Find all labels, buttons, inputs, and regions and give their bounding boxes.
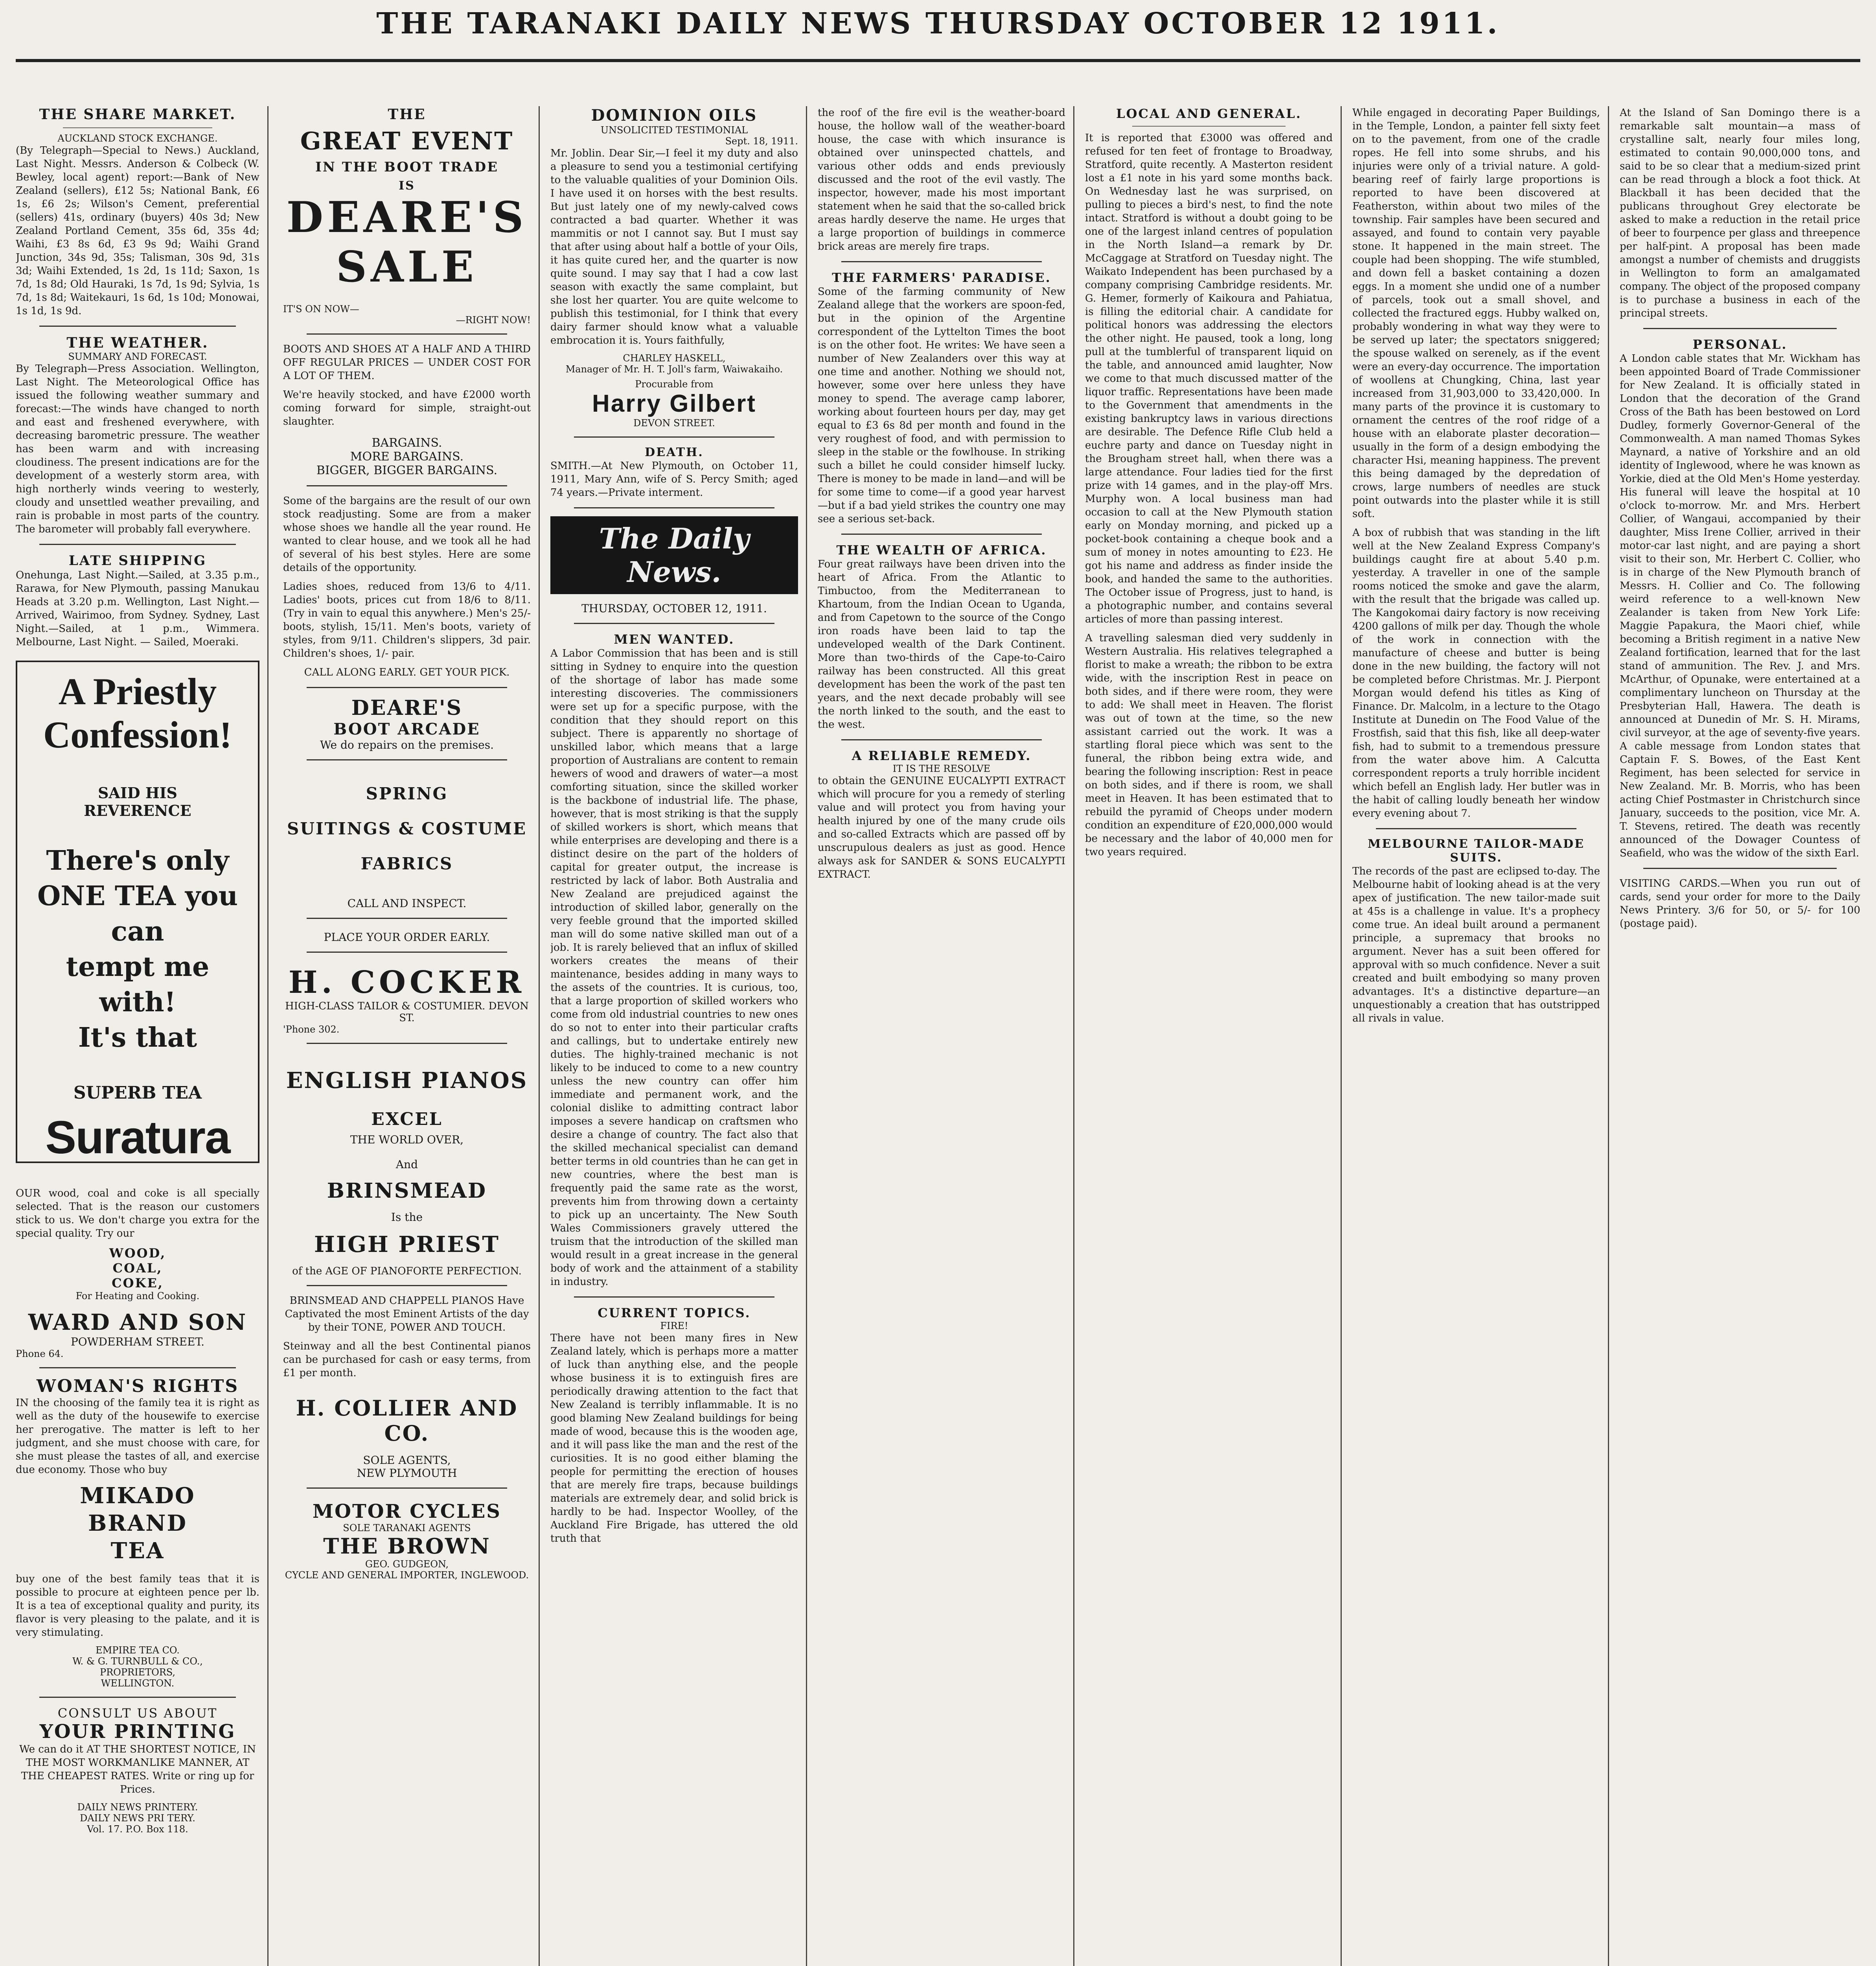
on-now-text: IT'S ON NOW— bbox=[283, 304, 359, 315]
share-market-subheading: AUCKLAND STOCK EXCHANGE. bbox=[57, 133, 218, 144]
boot-trade-text: IN THE BOOT TRADE bbox=[315, 159, 499, 175]
importer-text: CYCLE AND GENERAL IMPORTER, INGLEWOOD. bbox=[285, 1570, 529, 1581]
current-topics-heading: CURRENT TOPICS. bbox=[598, 1305, 751, 1320]
printing-body: We can do it AT THE SHORTEST NOTICE, IN THE MOST WORKMANLIKE MANNER, AT THE CHEAPEST RATES. Write or ring up for Prices. bbox=[19, 1743, 256, 1795]
right-now-text: —RIGHT NOW! bbox=[456, 315, 531, 326]
motor-cycles-heading: MOTOR CYCLES bbox=[313, 1500, 501, 1522]
death-notice: SMITH.—At New Plymouth, on October 11, 1911, Mary Ann, wife of S. Percy Smith; aged 74 years.—Private interment. bbox=[550, 460, 798, 499]
column-divider bbox=[806, 106, 807, 1966]
mikado-body: buy one of the best family teas that it is possible to procure at eighteen pence per lb. It is a tea of exceptional quality and purity, its flavor is very pleasing to the palate, and it is very stimulating. bbox=[16, 1573, 259, 1638]
ad-headline: A Priestly bbox=[58, 670, 217, 712]
coal-ad-item: COKE, bbox=[112, 1276, 164, 1290]
testimonial-body: Mr. Joblin. Dear Sir,—I feel it my duty and also a pleasure to send you a testimonial certifying to the valuable qualities of your Dominion Oils. I have used it on horses with the best results. But just lately one of my newly-calved cows contracted a bad quarter. Whether it was mammitis or not I cannot say. But I must say that after using about half a bottle of your Oils, it has quite cured her, and the quarter is now quite sound. I may say that I had a cow last season with exactly the same complaint, but she lost her quarter. You are quite welcome to publish this testimonial, for I think that every dairy farmer should know what a valuable embrocation it is. Yours faithfully, bbox=[550, 147, 798, 346]
coal-ad-item: COAL, bbox=[112, 1261, 163, 1276]
english-pianos-heading: ENGLISH PIANOS bbox=[286, 1068, 528, 1093]
weather-heading: THE WEATHER. bbox=[66, 335, 209, 351]
world-text: THE WORLD OVER, bbox=[350, 1133, 464, 1146]
place-order: PLACE YOUR ORDER EARLY. bbox=[324, 931, 490, 944]
divider bbox=[307, 1285, 507, 1286]
testimonial-date: Sept. 18, 1911. bbox=[725, 136, 798, 147]
coal-ad-item: WOOD, bbox=[109, 1246, 166, 1261]
spring-heading: SPRING bbox=[366, 784, 448, 803]
divider bbox=[1376, 828, 1576, 829]
testimonial-label: UNSOLICITED TESTIMONIAL bbox=[600, 125, 748, 136]
news-paragraphs: At the Island of San Domingo there is a remarkable salt mountain—a mass of crystalline salt, nearly four miles long, estimated to contain 90,000,000 tons, and said to be so clear that a medium-sized print can be read through a block a foot thick. At Blackball it has been decided that the publicans throughout Grey electorate be asked to make a reduction in the retail price of beer to fourpence per glass and threepence per half-pint. A proposal has been made amongst a number of chemists and druggists in Wellington to form an amalgamated company. The object of the proposed company is to purchase a business in each of the principal streets. bbox=[1620, 107, 1860, 319]
share-market-heading: THE SHARE MARKET. bbox=[39, 106, 236, 123]
ad-slogan: ONE TEA you can bbox=[37, 880, 238, 947]
perfection-text: of the AGE OF PIANOFORTE PERFECTION. bbox=[292, 1265, 522, 1277]
ad-text: SUPERB TEA bbox=[73, 1083, 202, 1103]
melbourne-tailor-body: The records of the past are eclipsed to-day. The Melbourne habit of looking ahead is at the very apex of justification. The new tailor-made suit at 45s is a challenge in value. It's a prophecy come true. An ideal built around a permanent principle, a supremacy that brooks no argument. Never has a suit been offered for approval with so much confidence. Never a suit created and built embodying so many proven advantages. It's a distinctive departure—an unquestionably a creation that has outstripped all rivals in value. bbox=[1352, 865, 1600, 1024]
news-paragraphs-2: A box of rubbish that was standing in the lift well at the New Zealand Express Company's buildings caught fire at about 5.40 p.m. yesterday. A traveller in one of the sample rooms noticed the smoke and gave the alarm, with the result that the brigade was called up. The Kangokomai dairy factory is now receiving 4200 gallons of milk per day. Though the whole of the work in connection with the manufacture of cheese and butter is being done in the new building, the factory will not be completed before Christmas. Mr. J. Pierpont Morgan would defend his titles as King of Finance. Dr. Malcolm, in a lecture to the Otago Institute at Dunedin on The Food Value of the Frostfish, said that this fish, like all deep-water fish, had to submit to a tremendous pressure from the water above him. A Calcutta correspondent reports a truly horrible incident which befell an English lady. Her butler was in the habit of calling loudly beneath her window every evening about 7. bbox=[1352, 527, 1600, 819]
shipping-body: Onehunga, Last Night.—Sailed, at 3.35 p.m., Rarawa, for New Plymouth, passing Manukau Heads at 3.20 p.m. Wellington, Last Night.—Arrived, Wairimoo, from Sydney. Sydney, Last Night.—Sailed, at 1 p.m., Wimmera. Melbourne, Last Night. — Sailed, Moeraki. bbox=[16, 569, 259, 648]
ward-address: POWDERHAM STREET. bbox=[70, 1335, 205, 1348]
wellington: WELLINGTON. bbox=[101, 1678, 175, 1689]
fire-body: There have not been many fires in New Zealand lately, which is perhaps more a matter of luck than anything else, and the people whose business it is to extinguish fires are periodically drawing attention to the fact that New Zealand is terribly inflammable. It is no good blaming New Zealand buildings for being made of wood, because this is the wooden age, and it will pass like the man and the rest of the curiosities. It is no good either blaming the people for permitting the erection of houses that are merely fire traps, because buildings materials are extremely dear, and solid brick is hardly to be had. Inspector Woolley, of the Auckland Fire Brigade, has uttered the old truth that bbox=[550, 1332, 798, 1544]
divider bbox=[307, 485, 507, 486]
local-general-heading: LOCAL AND GENERAL. bbox=[1116, 106, 1302, 121]
remedy-subheading: IT IS THE RESOLVE bbox=[892, 763, 991, 774]
mikado-heading: BRAND bbox=[88, 1510, 188, 1536]
wealth-africa-body: Four great railways have been driven into the heart of Africa. From the Atlantic to Timbuctoo, from the Mediterranean to Khartoum, from the Indian Ocean to Uganda, and from Capetown to the source of the Congo iron roads have been laid to tap the undeveloped wealth of the Dark Continent. More than two-thirds of the Cape-to-Cairo railway has been constructed. All this great development has been the work of the past ten years, and the next decade probably will see the north linked to the south, and the east to the west. bbox=[818, 558, 1065, 731]
womans-rights-heading: WOMAN'S RIGHTS bbox=[36, 1376, 239, 1396]
testimonial-signature: CHARLEY HASKELL, bbox=[623, 353, 726, 364]
boots-shoes-text: BOOTS AND SHOES AT A HALF AND A THIRD OFF REGULAR PRICES — UNDER COST FOR A LOT OF THEM. bbox=[283, 343, 531, 382]
divider bbox=[841, 261, 1042, 262]
weather-subheading: SUMMARY AND FORECAST. bbox=[68, 351, 207, 362]
printing-heading: YOUR PRINTING bbox=[39, 1721, 236, 1743]
suitings-heading: SUITINGS & COSTUME bbox=[287, 819, 527, 838]
the-brown-heading: THE BROWN bbox=[323, 1533, 491, 1559]
farmers-paradise-heading: THE FARMERS' PARADISE. bbox=[832, 270, 1051, 285]
mikado-heading: TEA bbox=[110, 1538, 165, 1564]
turnbull: W. & G. TURNBULL & CO., bbox=[72, 1656, 203, 1667]
great-event-heading: GREAT EVENT bbox=[300, 127, 514, 155]
proprietors: PROPRIETORS, bbox=[99, 1667, 176, 1678]
collier-heading: H. COLLIER AND CO. bbox=[296, 1395, 518, 1446]
divider bbox=[39, 544, 236, 545]
deares-arcade-heading: DEARE'S bbox=[351, 696, 463, 720]
coal-ad-body: OUR wood, coal and coke is all specially selected. That is the reason our customers stick to us. We don't charge you extra for the special quality. Try our bbox=[16, 1187, 259, 1239]
high-priest-heading: HIGH PRIEST bbox=[314, 1232, 500, 1257]
sale-heading: SALE bbox=[336, 242, 478, 292]
printery-line: Vol. 17. P.O. Box 118. bbox=[87, 1824, 188, 1835]
cocker-heading: H. COCKER bbox=[288, 965, 526, 1000]
repairs-text: We do repairs on the premises. bbox=[320, 738, 494, 751]
column-5 bbox=[1085, 106, 1333, 1966]
daily-news-logo: The Daily News. bbox=[550, 516, 798, 594]
call-inspect: CALL AND INSPECT. bbox=[347, 897, 467, 910]
consult-heading: CONSULT US ABOUT bbox=[57, 1706, 218, 1721]
fabrics-heading: FABRICS bbox=[360, 854, 453, 873]
procurable-text: Procurable from bbox=[635, 379, 714, 390]
stock-text: We're heavily stocked, and have £2000 worth coming forward for simple, straight-out slaughter. bbox=[283, 389, 531, 427]
column-2 bbox=[283, 106, 531, 1966]
column-divider bbox=[539, 106, 540, 1966]
column-divider bbox=[1608, 106, 1609, 1966]
coal-ad-text: For Heating and Cooking. bbox=[75, 1290, 200, 1301]
gudgeon-text: GEO. GUDGEON, bbox=[365, 1559, 449, 1570]
bigger-bargains-text: BIGGER, BIGGER BARGAINS. bbox=[316, 464, 498, 477]
column-divider bbox=[1073, 106, 1074, 1966]
is-the-text: Is the bbox=[391, 1211, 423, 1224]
fire-subheading: FIRE! bbox=[660, 1320, 688, 1331]
personal-body: A London cable states that Mr. Wickham has been appointed Board of Trade Commissioner for New Zealand. It is officially stated in London that the decoration of the Grand Cross of the Bath has been bestowed on Lord Dudley, formerly Governor-General of the Commonwealth. A man named Thomas Sykes Maynard, a native of Yorkshire and an old identity of Inglewood, where he was known as Yorkie, died at the Old Men's Home yesterday. His funeral will leave the hospital at 10 o'clock to-morrow. Mr. and Mrs. Herbert Collier, of Wangaui, accompanied by their daughter, Miss Irene Collier, arrived in their motor-car last night, and are paying a short visit to their son, Mr. Herbert C. Collier, who is in charge of the New Plymouth branch of Messrs. H. Collier and Co. The following weird reference to a well-known New Zealander is taken from New York Life: Maggie Papakura, the Maori chief, while becoming a British regiment in a native New Zealand fortification, learned that for the last stand of ammunition. The Rev. J. and Mrs. McArthur, of Opunake, were entertained at a complimentary luncheon on Thursday at the Presbyterian Hall, Hawera. The death is announced at Dunedin of Mr. S. H. Mirams, civil surveyor, at the age of seventy-five years. A cable message from London states that Captain F. S. Bowes, of the East Kent Regiment, has been selected for service in New Zealand. Mr. B. Morris, who has been acting Chief Postmaster in Christchurch since January, succeeds to the position, vice Mr. A. T. Stevens, retired. The death was recently announced of the Dowager Countess of Seafield, who was the widow of the sixth Earl. bbox=[1620, 353, 1860, 859]
divider bbox=[39, 1697, 236, 1698]
ad-slogan: tempt me with! bbox=[66, 951, 210, 1018]
divider bbox=[307, 759, 507, 760]
suratura-tea-ad bbox=[16, 661, 259, 1163]
boot-arcade-heading: BOOT ARCADE bbox=[333, 720, 480, 738]
current-topics-continued: the roof of the fire evil is the weather-board house, the hollow wall of the weather-board house, the case with which insurance is obtained over uninspected chattels, and various other odds and ends previously discussed and the root of the evil vastly. The inspector, however, made his most important statement when he said that the so-called brick areas hardly deserve the name. He urges that a large proportion of buildings in commerce brick areas are merely fire traps. bbox=[818, 107, 1065, 252]
column-3 bbox=[550, 106, 798, 1966]
divider bbox=[574, 507, 774, 508]
bargains-detail: Some of the bargains are the result of our own stock readjusting. Some are from a maker whose shoes we handle all the year round. He wanted to clear house, and we took all he had of several of his best styles. Here are some details of the opportunity. bbox=[283, 495, 531, 574]
divider bbox=[307, 952, 507, 953]
mikado-heading: MIKADO bbox=[80, 1483, 195, 1509]
divider bbox=[307, 333, 507, 335]
tailor-text: HIGH-CLASS TAILOR & COSTUMIER. DEVON ST. bbox=[285, 1000, 529, 1024]
divider bbox=[1643, 328, 1837, 329]
death-heading: DEATH. bbox=[645, 445, 704, 459]
empire-tea: EMPIRE TEA CO. bbox=[96, 1645, 180, 1656]
shipping-heading: LATE SHIPPING bbox=[68, 553, 207, 569]
masthead bbox=[0, 0, 1876, 51]
steinway-text: Steinway and all the best Continental pianos can be purchased for cash or easy terms, from £1 per month. bbox=[283, 1340, 531, 1379]
divider bbox=[39, 1367, 236, 1368]
local-general-body: It is reported that £3000 was offered and refused for ten feet of frontage to Broadway, Stratford, quite recently. A Masterton resident lost a £1 note in his yard some months back. On Wednesday last he was surprised, on pulling to pieces a bird's nest, to find the note intact. Stratford is without a doubt going to be one of the largest inland centres of population in the North Island—a remark by Dr. McCaggage at Stratford on Tuesday night. The Waikato Independent has been purchased by a company comprising Cambridge residents. Mr. G. Hemer, formerly of Kaikoura and Pahiatua, is filling the editorial chair. A candidate for political honors was addressing the electors the other night. He paused, took a long, long pull at the tumblerful of transparent liquid on the table, and announced amid laughter, Now we come to that much discussed matter of the liquor traffic. Representations have been made to the Government that amendments in the existing bankruptcy laws in various directions are desirable. The Defence Rifle Club held a euchre party and dance on Tuesday night in the Brougham street hall, when there was a large attendance. Four ladies tied for the first prize with 14 games, and in the play-off Mrs. Murphy won. A local business man had occasion to call at the New Plymouth station early on Monday morning, and picked up a pocket-book containing a cheque book and a sum of money in notes amounting to £23. He got his name and address as finder inside the book, and handed the same to the authorities. The October issue of Progress, just to hand, is a photographic number, and contains several articles of more than passing interest. bbox=[1085, 132, 1333, 625]
remedy-heading: A RELIABLE REMEDY. bbox=[852, 748, 1032, 763]
testimonial-manager: Manager of Mr. H. T. Joll's farm, Waiwakaiho. bbox=[565, 364, 783, 375]
printery-line: DAILY NEWS PRI TERY. bbox=[80, 1813, 195, 1824]
divider bbox=[39, 326, 236, 327]
harry-gilbert-heading: Harry Gilbert bbox=[592, 390, 757, 417]
column-1 bbox=[16, 106, 259, 1966]
ad-text: SAID HIS REVERENCE bbox=[84, 784, 191, 819]
divider bbox=[574, 1296, 774, 1298]
wealth-africa-heading: THE WEALTH OF AFRICA. bbox=[836, 543, 1047, 558]
men-wanted-heading: MEN WANTED. bbox=[614, 632, 735, 647]
ad-headline: Confession! bbox=[43, 714, 232, 756]
deares-heading: DEARE'S bbox=[286, 193, 528, 242]
ad-slogan: It's that bbox=[78, 1022, 197, 1053]
divider bbox=[307, 1487, 507, 1489]
printery-line: DAILY NEWS PRINTERY. bbox=[77, 1802, 198, 1813]
divider bbox=[1132, 126, 1286, 127]
ad-the: THE bbox=[388, 106, 426, 123]
issue-date: THURSDAY, OCTOBER 12, 1911. bbox=[581, 602, 767, 615]
sole-agents-text: SOLE AGENTS, bbox=[363, 1454, 451, 1467]
bargains-text: BARGAINS. bbox=[372, 436, 442, 450]
chappell-text: BRINSMEAD AND CHAPPELL PIANOS Have Captivated the most Eminent Artists of the day by their TONE, POWER AND TOUCH. bbox=[285, 1295, 529, 1333]
column-divider bbox=[1341, 106, 1342, 1966]
brinsmead-heading: BRINSMEAD bbox=[327, 1179, 487, 1203]
price-list: Ladies shoes, reduced from 13/6 to 4/11. Ladies' boots, prices cut from 18/6 to 8/11. (Try in vain to equal this anywhere.) Men's 25/- boots, stylish, 15/11. Men's boots, variety of styles, from 9/11. Children's slippers, 3d pair. Children's shoes, 1/- pair. bbox=[283, 581, 531, 659]
excel-heading: EXCEL bbox=[371, 1109, 443, 1129]
ward-and-son-heading: WARD AND SON bbox=[28, 1309, 247, 1335]
more-bargains-text: MORE BARGAINS. bbox=[350, 450, 464, 464]
new-plymouth-text: NEW PLYMOUTH bbox=[357, 1467, 457, 1480]
news-paragraphs: While engaged in decorating Paper Buildings, in the Temple, London, a painter fell sixty feet on to the pavement, from one of the cradle ropes. He fell into some shrubs, and his injuries were only of a trivial nature. A gold-bearing reef of fairly large proportions is reported to have been discovered at Featherston, within about two miles of the township. Fair samples have been secured and assayed, and found to contain very payable stone. It happened in the main street. The couple had been shopping. The wife stumbled, and down fell a basket containing a dozen eggs. In a moment she undid one of a number of parcels, took out a small shovel, and collected the fractured eggs. Hubby walked on, probably wondering in what way they were to be served up later; the spectators sniggered; the spouse walked on serenely, as if the event were an every-day occurrence. The importation of woollens at Chungking, China, last year increased from 31,903,000 to 33,420,000. In many parts of the province it is customary to ornament the centres of the roof ridge of a house with an elaborate plaster decoration—usually in the form of a design embodying the character Hsi, meaning happiness. The prevent this being damaged by the depredation of crows, large numbers of needles are stuck point outwards into the plaster while it is still soft. bbox=[1352, 107, 1600, 520]
farmers-paradise-body: Some of the farming community of New Zealand allege that the workers are spoon-fed, but in the opinion of the Argentine correspondent of the Lyttelton Times the boot is on the other foot. He writes: We have seen a number of New Zealanders over this way at one time and another. Nothing we should not, however, some over here unless they have money to spend. The average camp laborer, working about fourteen hours per day, may get equal to £3 6s 8d per month and found in the very roughest of food, and with permission to sleep in the stable or the fowlhouse. In striking such a billet he could consider himself lucky. There is money to be made in land—and will be for some time to come—if a good year harvest—but if a bad yield strikes the country one may see a serious set-back. bbox=[818, 286, 1065, 525]
visiting-cards-ad: VISITING CARDS.—When you run out of cards, send your order for more to the Daily News Printery. 3/6 for 50, or 5/- for 100 (postage paid). bbox=[1620, 878, 1860, 930]
divider bbox=[841, 739, 1042, 740]
ad-slogan: There's only bbox=[46, 845, 229, 876]
column-7 bbox=[1620, 106, 1860, 1966]
divider bbox=[307, 687, 507, 688]
divider bbox=[1643, 868, 1837, 869]
divider bbox=[307, 918, 507, 919]
local-general-body-2: A travelling salesman died very suddenly in Western Australia. His relatives telegraphed a florist to make a wreath; the ribbon to be extra wide, with the inscription Rest in peace on both sides, and if there were room, they were to add: We shall meet in Heaven. The florist was out of town at the time, so the new assistant carried out the work. It was a startling floral piece which was sent to the funeral, the ribbon being extra wide, and bearing the following inscription: Rest in peace on both sides, and if there is room, we shall meet in Heaven. It has been estimated that to rebuild the pyramid of Cheops under modern condition an expenditure of £20,000,000 would be necessary and the labor of 40,000 men for two years required. bbox=[1085, 632, 1333, 858]
womans-rights-body: IN the choosing of the family tea it is right as well as the duty of the housewife to exercise her prerogative. The matter is left to her judgment, and she must choose with care, for she must please the tastes of all, and exercise due economy. Those who buy bbox=[16, 1397, 259, 1476]
column-6 bbox=[1352, 106, 1600, 1966]
sole-taranaki-text: SOLE TARANAKI AGENTS bbox=[343, 1522, 471, 1533]
melbourne-tailor-heading: MELBOURNE TAILOR-MADE SUITS. bbox=[1367, 837, 1585, 865]
and-text: And bbox=[395, 1158, 418, 1171]
column-divider bbox=[267, 106, 269, 1966]
suratura-logo: Suratura bbox=[45, 1112, 230, 1163]
personal-heading: PERSONAL. bbox=[1692, 337, 1788, 352]
cocker-phone: 'Phone 302. bbox=[283, 1024, 340, 1035]
divider bbox=[63, 127, 212, 128]
devon-street-text: DEVON STREET. bbox=[633, 418, 715, 429]
ad-is: IS bbox=[399, 179, 415, 193]
divider bbox=[574, 623, 774, 624]
ward-phone: Phone 64. bbox=[16, 1348, 64, 1359]
divider bbox=[307, 1043, 507, 1044]
dominion-oils-heading: DOMINION OILS bbox=[591, 106, 758, 125]
weather-body: By Telegraph—Press Association. Wellington, Last Night. The Meteorological Office has issued the following weather summary and forecast:—The winds have changed to north and east and freshened everywhere, with decreasing barometric pressure. The weather has been warm and with increasing cloudiness. The present indications are for the development of a westerly storm area, with high northerly winds veering to westerly, cloudy and unsettled weather prevailing, and rain is probable in most parts of the country. The barometer will probably fall everywhere. bbox=[16, 363, 259, 535]
divider bbox=[841, 534, 1042, 535]
men-wanted-body: A Labor Commission that has been and is still sitting in Sydney to enquire into the question of the shortage of labor has made some interesting discoveries. The commissioners were set up for a specific purpose, with the condition that they should report on this subject. There is apparently no shortage of unskilled labor, which means that a large proportion of Australians are content to remain hewers of wood and drawers of water—a most comforting situation, since the skilled worker is the backbone of industrial life. The phase, however, that is most striking is that the supply of skilled workers is short, which means that while enterprises are developing and there is a distinct desire on the part of the holders of capital for greater output, the increase is restricted by lack of labor. Both Australia and New Zealand are prejudiced against the introduction of skilled labor, generally on the very feeble ground that the imported skilled man will do some native skilled man out of a job. It is rarely believed that an influx of skilled workers creates the means of their maintenance, besides adding in many ways to the assets of the countries. It is curious, too, that a large proportion of skilled workers who come from old industrial countries to new ones do so not to enter into their particular crafts and callings, but to undertake entirely new duties. The highly-trained mechanic is not likely to be induced to come to a new country unless the new country can offer him immediate and permanent work, and the colonial dislike to admitting contract labor imposes a severe handicap on craftsmen who desire a change of country. The fact also that the skilled mechanical specialist can demand better terms in old countries than he can get in new countries, where the best man is frequently paid the same rate as the worst, prevents him from throwing down a certainty to pick up an uncertainty. The New South Wales Commissioners gravely uttered the truism that the introduction of the skilled man would result in a great increase in the general body of work and the attainment of a stability in industry. bbox=[550, 648, 798, 1288]
newspaper-title: THE TARANAKI DAILY NEWS THURSDAY OCTOBER 12 1911. bbox=[376, 7, 1500, 40]
masthead-rule bbox=[16, 59, 1860, 62]
remedy-body: to obtain the GENUINE EUCALYPTI EXTRACT which will procure for you a remedy of sterling value and will protect you from having your health injured by one of the many crude oils and so-called Extracts which are passed off by unscrupulous dealers as just as good. Hence always ask for SANDER & SONS EUCALYPTI EXTRACT. bbox=[818, 775, 1065, 880]
share-market-body: (By Telegraph—Special to News.) Auckland, Last Night. Messrs. Anderson & Colbeck (W. Bewley, local agent) report:—Bank of New Zealand (sellers), £12 5s; National Bank, £6 1s, £6 2s; Wilson's Cement, preferential (sellers) 41s, ordinary (buyers) 40s 3d; New Zealand Portland Cement, 35s 6d, 35s 4d; Waihi, £3 8s 6d, £3 9s 9d; Waihi Grand Junction, 34s 9d, 35s; Talisman, 30s 9d, 31s 3d; Waihi Extended, 1s 2d, 1s 11d; Saxon, 1s 7d, 1s 8d; Old Hauraki, 1s 7d, 1s 9d; Sylvia, 1s 7d, 1s 8d; Waitekauri, 1s 6d, 1s 10d; Monowai, 1s 1d, 1s 9d. bbox=[16, 145, 259, 317]
call-early: CALL ALONG EARLY. GET YOUR PICK. bbox=[304, 666, 510, 678]
divider bbox=[574, 436, 774, 438]
column-4 bbox=[818, 106, 1065, 1966]
